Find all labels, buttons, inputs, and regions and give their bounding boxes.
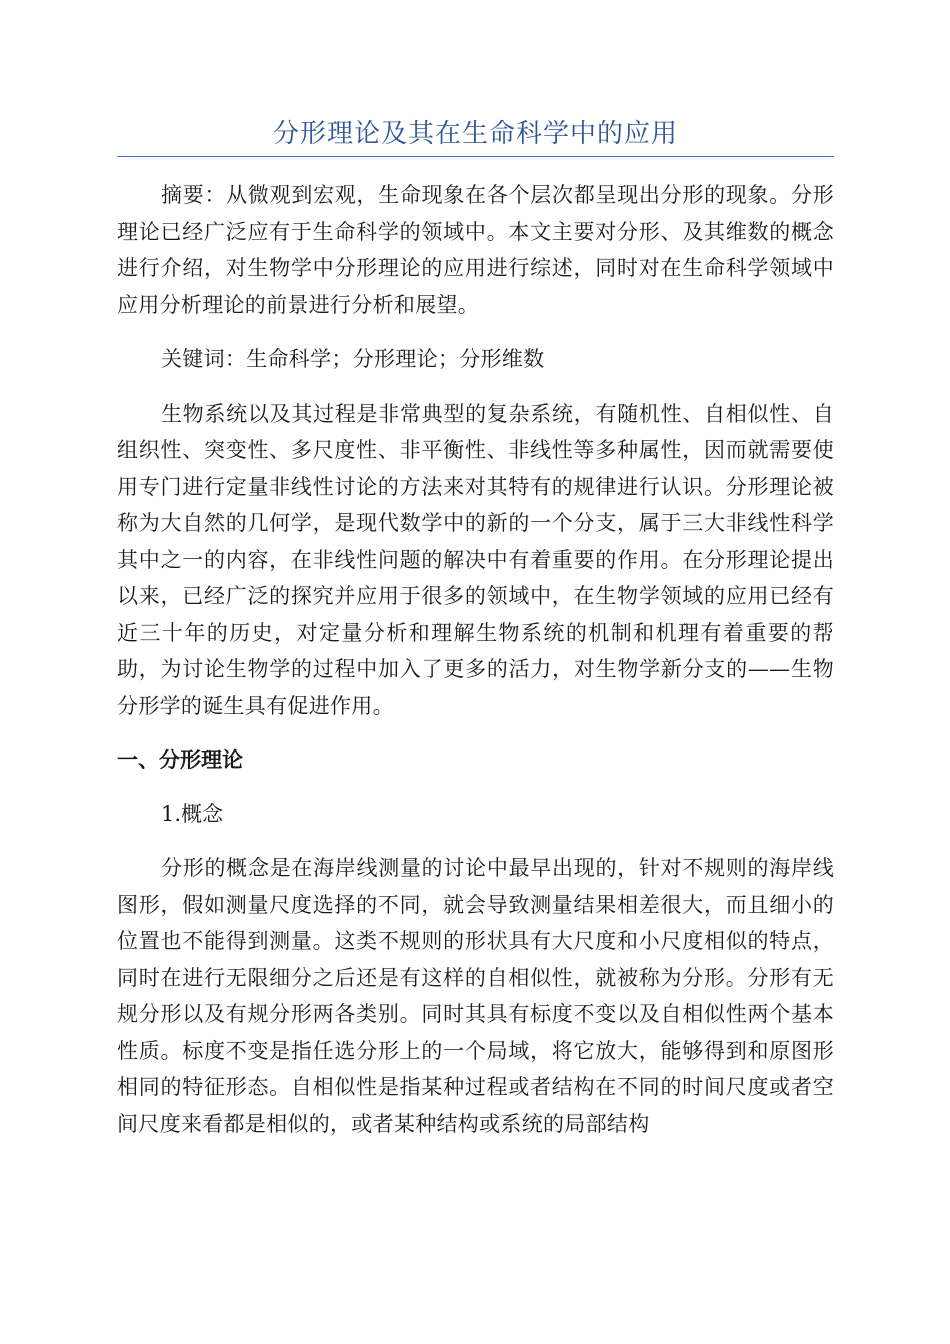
keywords-paragraph: 关键词：生命科学；分形理论；分形维数 (161, 347, 545, 371)
title-underline (117, 156, 834, 157)
intro-paragraph: 生物系统以及其过程是非常典型的复杂系统，有随机性、自相似性、自组织性、突变性、多尺度性、非平衡性、非线性等多种属性，因而就需要使用专门进行定量非线性讨论的方法来对其特有的规律进行认识。分形理论被称为大自然的几何学，是现代数学中的新的一个分支，属于三大非线性科学其中之一的内容，在非线性问题的解决中有着重要的作用。在分形理论提出以来，已经广泛的探究并应用于很多的领域中，在生物学领域的应用已经有近三十年的历史，对定量分析和理解生物系统的机制和机理有着重要的帮助，为讨论生物学的过程中加入了更多的活力，对生物学新分支的——生物分形学的诞生具有促进作用。 (117, 401, 834, 718)
abstract-paragraph: 摘要：从微观到宏观，生命现象在各个层次都呈现出分形的现象。分形理论已经广泛应有于生命科学的领域中。本文主要对分形、及其维数的概念进行介绍，对生物学中分形理论的应用进行综述，同时对在生命科学领域中应用分析理论的前景进行分析和展望。 (117, 183, 834, 317)
document-page (117, 112, 834, 1142)
subsection-heading: 1.概念 (161, 802, 224, 826)
section-heading: 一、分形理论 (117, 748, 243, 772)
document-title: 分形理论及其在生命科学中的应用 (272, 119, 678, 149)
concept-paragraph: 分形的概念是在海岸线测量的讨论中最早出现的，针对不规则的海岸线图形，假如测量尺度选择的不同，就会导致测量结果相差很大，而且细小的位置也不能得到测量。这类不规则的形状具有大尺度和小尺度相似的特点，同时在进行无限细分之后还是有这样的自相似性，就被称为分形。分形有无规分形以及有规分形两各类别。同时其具有标度不变以及自相似性两个基本性质。标度不变是指任选分形上的一个局域，将它放大，能够得到和原图形相同的特征形态。自相似性是指某种过程或者结构在不同的时间尺度或者空间尺度来看都是相似的，或者某种结构或系统的局部结构 (117, 856, 834, 1136)
